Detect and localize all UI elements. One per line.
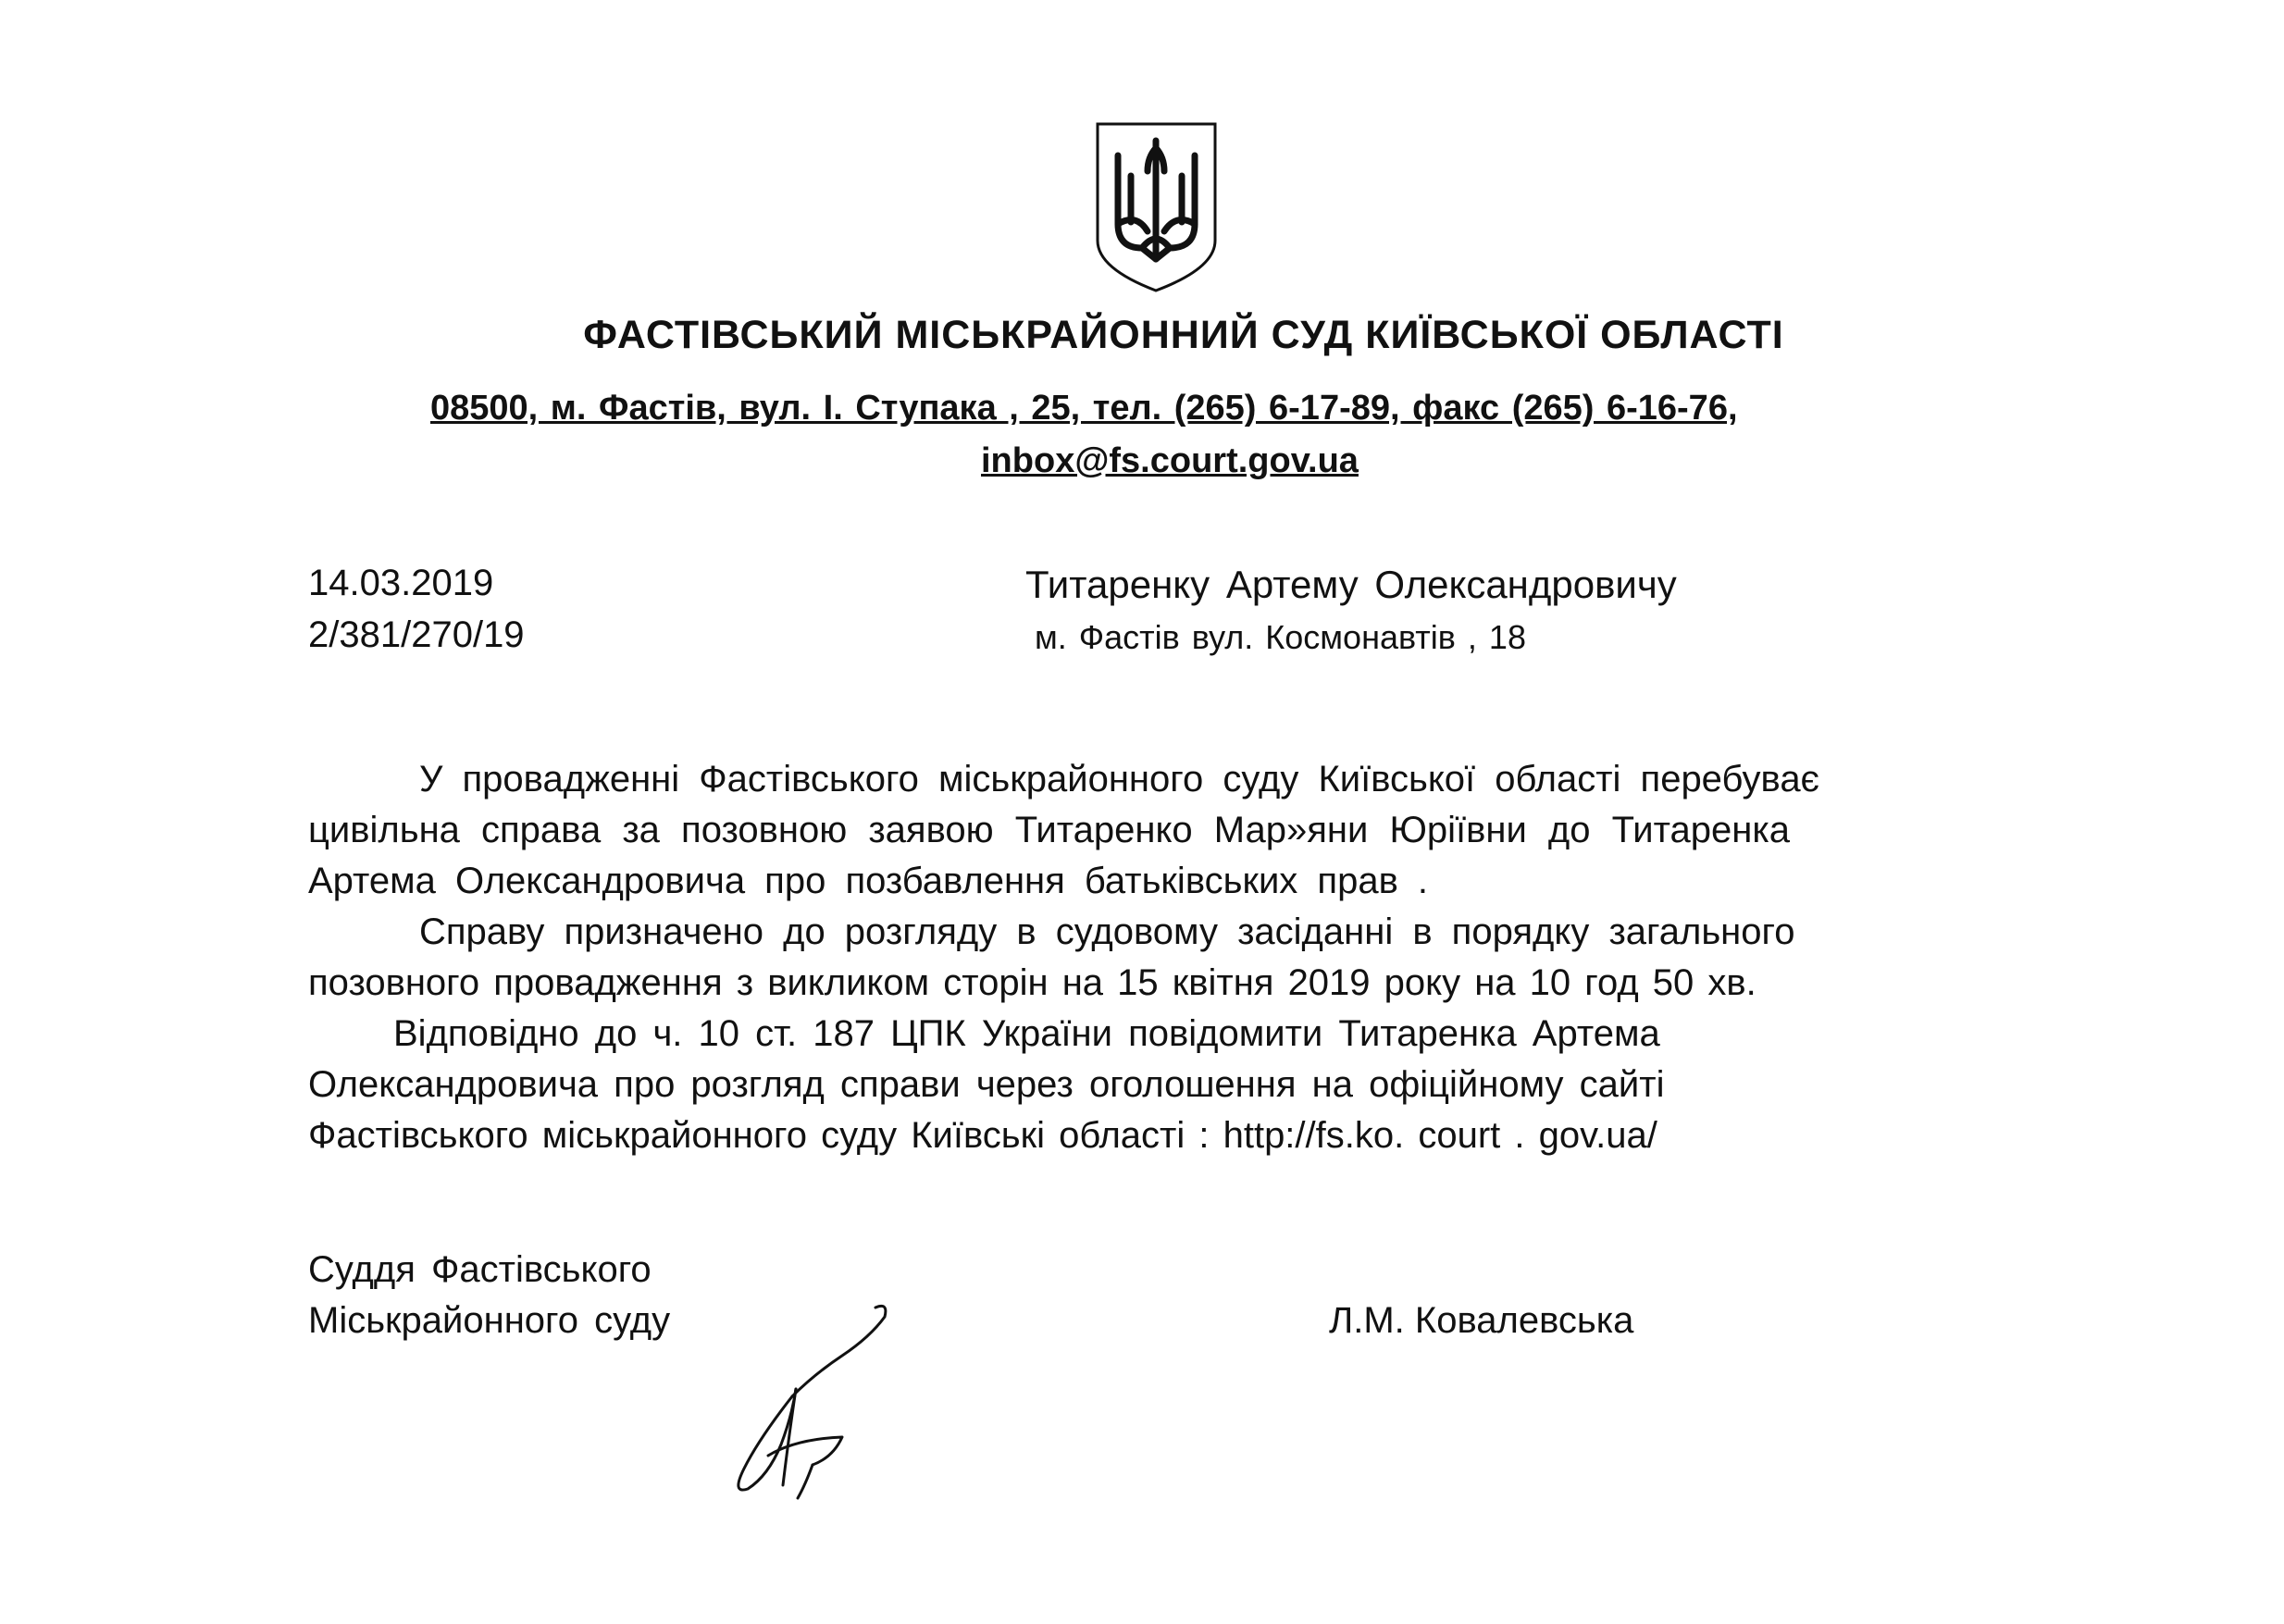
document-date: 14.03.2019 — [308, 563, 494, 603]
body-line: Фастівського міськрайонного суду Київські області : http://fs.ko. court . gov.ua/ — [308, 1115, 1657, 1156]
body-line: Відповідно до ч. 10 ст. 187 ЦПК України повідомити Титаренка Артема — [393, 1013, 1660, 1054]
body-line: У провадженні Фастівського міськрайонного суду Київської області перебуває — [419, 759, 1819, 800]
body-line: позовного провадження з викликом сторін на 15 квітня 2019 року на 10 год 50 хв. — [308, 962, 1756, 1003]
coat-of-arms-icon — [1094, 120, 1219, 294]
court-address: 08500, м. Фастів, вул. І. Ступака , 25, тел. (265) 6-17-89, факс (265) 6-16-76, — [430, 389, 1738, 428]
handwritten-signature — [703, 1300, 898, 1504]
case-number: 2/381/270/19 — [308, 614, 525, 655]
court-email: inbox@fs.court.gov.ua — [981, 441, 1359, 480]
judge-name: Л.М. Ковалевська — [1329, 1300, 1634, 1341]
recipient-address: м. Фастів вул. Космонавтів , 18 — [1035, 618, 1526, 656]
judge-title-line2: Міськрайонного суду — [308, 1300, 671, 1341]
judge-title-line1: Суддя Фастівського — [308, 1249, 652, 1290]
body-line: цивільна справа за позовною заявою Титаренко Мар»яни Юріївни до Титаренка — [308, 810, 1790, 850]
body-line: Олександровича про розгляд справи через оголошення на офіційному сайті — [308, 1064, 1665, 1105]
body-line: Справу призначено до розгляду в судовому засіданні в порядку загального — [419, 911, 1795, 952]
body-line: Артема Олександровича про позбавлення батьківських прав . — [308, 861, 1429, 901]
court-name: ФАСТІВСЬКИЙ МІСЬКРАЙОННИЙ СУД КИЇВСЬКОЇ ОБЛАСТІ — [583, 313, 1784, 357]
recipient-name: Титаренку Артему Олександровичу — [1025, 563, 1677, 606]
